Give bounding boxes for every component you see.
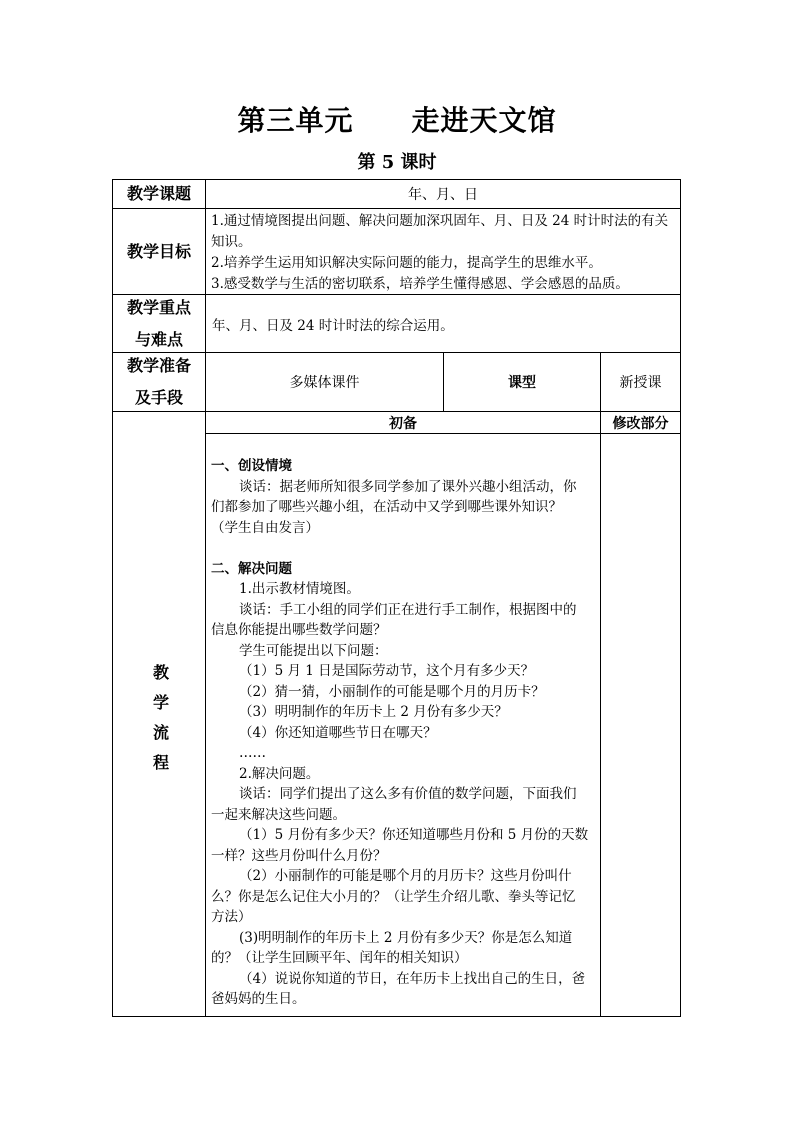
question-line: （1）5 月 1 日是国际劳动节，这个月有多少天？	[239, 663, 535, 679]
goal-line: 2.培养学生运用知识解决实际问题的能力，提高学生的思维水平。	[211, 255, 602, 271]
paragraph-line: 谈话：同学们提出了这么多有价值的数学问题，下面我们	[239, 786, 577, 802]
prep-value: 多媒体课件	[289, 375, 360, 391]
answer-line: 的？（让学生回顾平年、闰年的相关知识）	[211, 950, 468, 966]
draft-header: 初备	[389, 415, 417, 432]
paragraph-line: 信息你能提出哪些数学问题？	[211, 622, 387, 638]
paragraph-line: 一起来解决这些问题。	[211, 806, 346, 823]
flow-label-char: 程	[152, 753, 169, 772]
lesson-flow-content	[211, 456, 595, 1010]
answer-line: (3)明明制作的年历卡上 2 月份有多少天？你是怎么知道	[239, 929, 573, 946]
keypoints-label-line1: 教学重点	[126, 297, 191, 317]
answer-line: 爸妈妈的生日。	[211, 991, 306, 1007]
prep-label-line1: 教学准备	[126, 356, 191, 375]
question-line: （3）明明制作的年历卡上 2 月份有多少天？	[239, 704, 508, 720]
answer-line: （1）5 月份有多少天？你还知道哪些月份和 5 月份的天数	[239, 827, 589, 843]
section-heading: 二、解决问题	[211, 560, 292, 577]
goal-line: 知识。	[211, 234, 252, 250]
paragraph-line: 们都参加了哪些兴趣小组，在活动中又学到哪些课外知识？	[211, 499, 562, 515]
answer-line: （4）说说你知道的节日，在年历卡上找出自己的生日，爸	[239, 970, 586, 987]
goals-text	[211, 211, 677, 295]
paragraph-line: 2.解决问题。	[239, 765, 320, 782]
paragraph-line: 学生可能提出以下问题：	[239, 642, 388, 659]
flow-label	[118, 658, 204, 778]
answer-line: （2）小丽制作的可能是哪个月的月历卡？这些月份叫什	[239, 868, 572, 884]
lesson-subtitle: 第 5 课时	[357, 152, 437, 173]
question-line: （2）猜一猜，小丽制作的可能是哪个月的月历卡？	[239, 683, 545, 700]
keypoints-label-line2: 与难点	[134, 329, 183, 349]
question-line: （4）你还知道哪些节日在哪天？	[239, 724, 437, 741]
section-heading: 一、创设情境	[211, 458, 292, 474]
answer-line: 方法）	[211, 909, 252, 925]
paragraph-line: 谈话：手工小组的同学们正在进行手工制作，根据图中的	[239, 601, 577, 618]
answer-line: 一样？这些月份叫什么月份？	[211, 847, 387, 864]
goal-line: 1.通过情境图提出问题、解决问题加深巩固年、月、日及 24 时计时法的有关	[211, 213, 669, 229]
flow-label-char: 流	[152, 723, 169, 742]
keypoints-value: 年、月、日及 24 时计时法的综合运用。	[212, 317, 454, 334]
prep-label	[113, 353, 205, 411]
goals-label: 教学目标	[126, 241, 191, 261]
flow-label-char: 学	[152, 693, 169, 712]
ellipsis-line: ……	[239, 745, 266, 761]
keypoints-label	[113, 295, 205, 352]
paragraph-line: 谈话：据老师所知很多同学参加了课外兴趣小组活动，你	[239, 478, 577, 495]
paragraph-line: （学生自由发言）	[211, 519, 319, 536]
flow-label-char: 教	[152, 663, 169, 682]
goal-line: 3.感受数学与生活的密切联系，培养学生懂得感恩、学会感恩的品质。	[211, 276, 629, 292]
lesson-type-label: 课型	[508, 375, 536, 391]
topic-label: 教学课题	[126, 184, 191, 203]
paragraph-line: 1.出示教材情境图。	[239, 581, 360, 597]
prep-label-line2: 及手段	[134, 388, 183, 407]
lesson-type-value: 新授课	[619, 375, 662, 391]
answer-line: 么？你是怎么记住大小月的？（让学生介绍儿歌、拳头等记忆	[211, 888, 576, 905]
page-title: 第三单元 走进天文馆	[237, 104, 557, 137]
revise-header: 修改部分	[612, 415, 669, 432]
topic-value: 年、月、日	[408, 187, 478, 203]
